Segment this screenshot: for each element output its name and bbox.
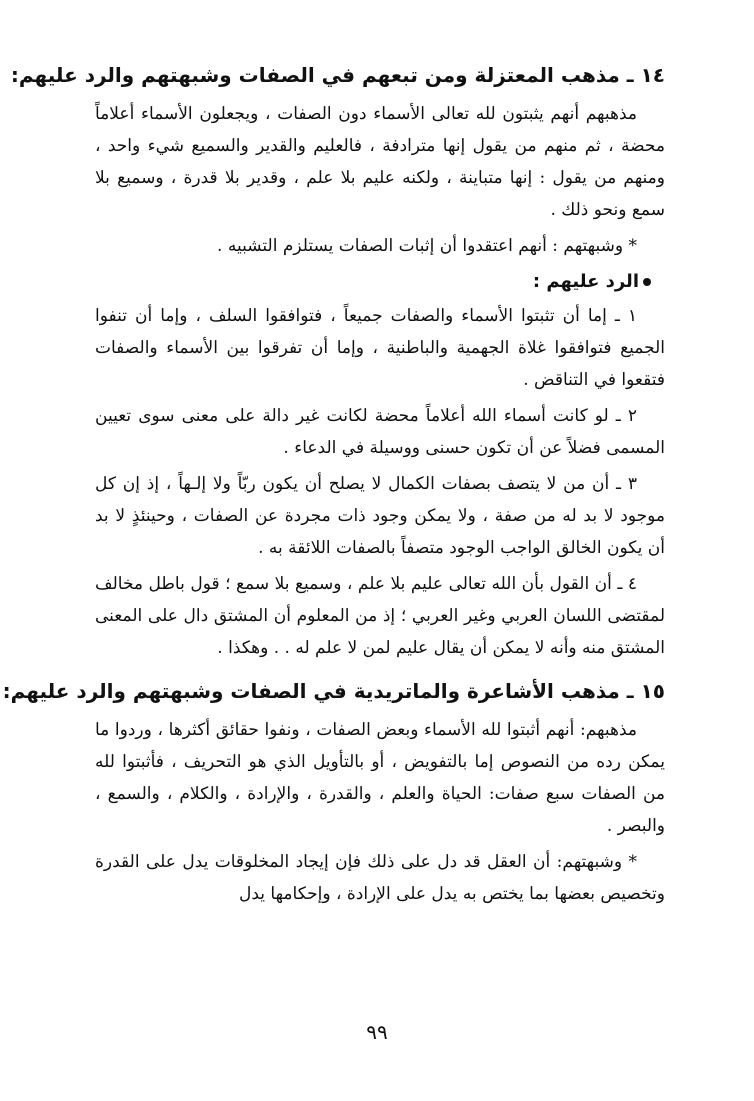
reply-item-2: ٢ ـ لو كانت أسماء الله أعلاماً محضة لكانت غير دالة على معنى سوى تعيين المسمى فضلاً عن أن تكون حسنى ووسيلة في الدعاء . [95,406,665,458]
reply-item-4: ٤ ـ أن القول بأن الله تعالى عليم بلا علم ، وسميع بلا سمع ؛ قول باطل مخالف لمقتضى اللسان العربي وغير العربي ؛ إذ من المعلوم أن المشتق دال على المعنى المشتق منه وأنه لا يمكن أن يقال عليم لمن لا علم له . . وهكذا . [95,574,665,658]
reply-item-1: ١ ـ إما أن تثبتوا الأسماء والصفات جميعاً ، فتوافقوا السلف ، وإما أن تنفوا الجميع فتوافقوا غلاة الجهمية والباطنية ، وإما أن تفرقوا بين الأسماء والصفات فتقعوا في التناقض . [95,306,665,390]
section-14-doubt: * وشبهتهم : أنهم اعتقدوا أن إثبات الصفات يستلزم التشبيه . [217,236,637,256]
reply-heading [95,266,665,298]
section-14-doctrine: مذهبهم أنهم يثبتون لله تعالى الأسماء دون الصفات ، ويجعلون الأسماء أعلاماً محضة ، ثم منهم من يقول إنها مترادفة ، فالعليم والقدير والسميع شيء واحد ، ومنهم من يقول : إنها متباينة ، ولكنه عليم بلا علم ، وقدير بلا قدرة ، وسميع بلا سمع ونحو ذلك . [95,104,665,220]
section-15-heading: ١٥ ـ مذهب الأشاعرة والماتريدية في الصفات وشبهتهم والرد عليهم: [2,679,665,703]
section-14-heading: ١٤ ـ مذهب المعتزلة ومن تبعهم في الصفات وشبهتهم والرد عليهم: [10,63,665,87]
reply-heading-text: الرد عليهم : [532,271,639,292]
reply-item-3: ٣ ـ أن من لا يتصف بصفات الكمال لا يصلح أن يكون ربّاً ولا إلـهاً ، إذ إن كل موجود لا بد له من صفة ، ولا يمكن وجود ذات مجردة عن الصفات ، وحينئذٍ لا بد أن يكون الخالق الواجب الوجود متصفاً بالصفات اللائقة به . [95,474,665,558]
section-15-doctrine: مذهبهم: أنهم أثبتوا لله الأسماء وبعض الصفات ، ونفوا حقائق أكثرها ، وردوا ما يمكن رده من النصوص إما بالتفويض ، أو بالتأويل الذي هو التحريف ، فأثبتوا لله من الصفات سبع صفات: الحياة والعلم ، والقدرة ، والإرادة ، والكلام ، والسمع ، والبصر . [95,720,665,836]
page-number: ٩٩ [366,1020,388,1044]
section-15-doubt: * وشبهتهم: أن العقل قد دل على ذلك فإن إيجاد المخلوقات يدل على القدرة وتخصيص بعضها بما يختص به يدل على الإرادة ، وإحكامها يدل [95,852,665,904]
page-body [2,58,665,914]
bullet-icon [643,278,651,286]
